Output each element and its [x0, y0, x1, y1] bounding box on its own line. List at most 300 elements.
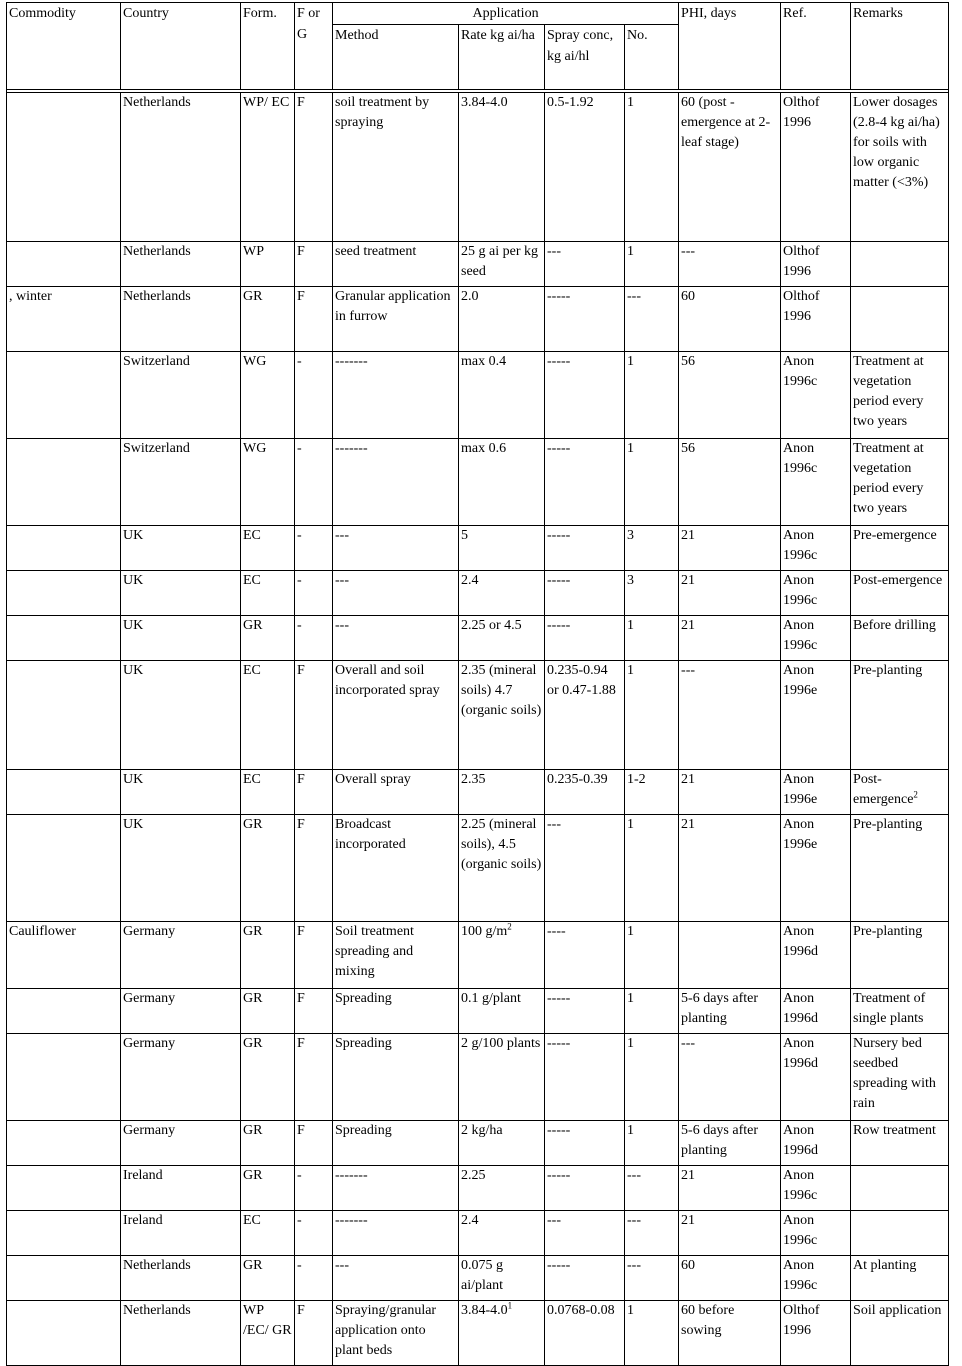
commodity-cell — [7, 352, 121, 439]
method-cell — [333, 661, 459, 770]
formulation-cell-text: GR — [243, 817, 263, 832]
f-or-g-cell-text: F — [297, 1123, 305, 1138]
phi-cell-text: 21 — [681, 772, 696, 787]
spray-conc-cell — [545, 439, 625, 526]
commodity-cell — [7, 93, 121, 242]
reference-cell — [781, 571, 851, 616]
remarks-cell — [851, 989, 949, 1034]
country-cell — [121, 770, 241, 815]
reference-cell — [781, 287, 851, 352]
header-form: Form. — [241, 3, 295, 90]
number-of-applications-cell — [625, 526, 679, 571]
country-cell — [121, 526, 241, 571]
commodity-cell — [7, 1256, 121, 1301]
phi-cell-text: 60 before sowing — [681, 1303, 735, 1338]
phi-cell — [679, 242, 781, 287]
header-phi: PHI, days — [679, 3, 781, 90]
f-or-g-cell-text: - — [297, 618, 302, 633]
country-cell-text: Germany — [123, 991, 176, 1006]
remarks-cell-text: Treatment at vegetation period every two years — [853, 441, 924, 516]
phi-cell-text: 21 — [681, 573, 696, 588]
formulation-cell — [241, 93, 295, 242]
country-cell — [121, 616, 241, 661]
table-row — [7, 1301, 949, 1366]
formulation-cell-text: GR — [243, 924, 263, 939]
phi-cell-text: 21 — [681, 1213, 696, 1228]
country-cell — [121, 661, 241, 770]
commodity-cell — [7, 287, 121, 352]
phi-cell — [679, 287, 781, 352]
table-row — [7, 1034, 949, 1121]
formulation-cell — [241, 526, 295, 571]
rate-cell — [459, 439, 545, 526]
formulation-cell-text: EC — [243, 1213, 261, 1228]
rate-cell-text: 2.35 — [461, 772, 486, 787]
spray-conc-cell-text: ----- — [547, 441, 571, 456]
number-of-applications-cell — [625, 661, 679, 770]
reference-cell-text: Olthof 1996 — [783, 244, 820, 279]
reference-cell — [781, 526, 851, 571]
rate-cell — [459, 770, 545, 815]
f-or-g-cell — [295, 661, 333, 770]
f-or-g-cell — [295, 922, 333, 989]
phi-cell — [679, 571, 781, 616]
formulation-cell-text: GR — [243, 289, 263, 304]
spray-conc-cell — [545, 1034, 625, 1121]
spray-conc-cell-text: ----- — [547, 528, 571, 543]
spray-conc-cell-text: 0.5-1.92 — [547, 95, 594, 110]
spray-conc-cell-text: --- — [547, 1213, 561, 1228]
f-or-g-cell-text: - — [297, 354, 302, 369]
reference-cell — [781, 770, 851, 815]
reference-cell — [781, 616, 851, 661]
phi-cell-text: 21 — [681, 528, 696, 543]
country-cell — [121, 287, 241, 352]
number-of-applications-cell-text: 1 — [627, 1036, 634, 1051]
remarks-cell-text: At planting — [853, 1258, 917, 1273]
remarks-cell-text: Row treatment — [853, 1123, 936, 1138]
phi-cell — [679, 922, 781, 989]
phi-cell-text: 5-6 days after planting — [681, 1123, 759, 1158]
method-cell — [333, 1034, 459, 1121]
formulation-cell — [241, 616, 295, 661]
reference-cell-text: Anon 1996d — [783, 991, 819, 1026]
country-cell — [121, 352, 241, 439]
f-or-g-cell — [295, 1211, 333, 1256]
reference-cell — [781, 352, 851, 439]
phi-cell — [679, 93, 781, 242]
reference-cell — [781, 439, 851, 526]
f-or-g-cell-text: F — [297, 924, 305, 939]
phi-cell — [679, 1301, 781, 1366]
reference-cell-text: Anon 1996c — [783, 354, 818, 389]
number-of-applications-cell — [625, 1034, 679, 1121]
remarks-cell-text: Pre-planting — [853, 817, 923, 832]
commodity-cell — [7, 815, 121, 922]
commodity-cell — [7, 1166, 121, 1211]
rate-cell — [459, 1166, 545, 1211]
phi-cell-text: 60 — [681, 289, 696, 304]
spray-conc-cell — [545, 287, 625, 352]
reference-cell-text: Anon 1996e — [783, 663, 818, 698]
number-of-applications-cell — [625, 616, 679, 661]
spray-conc-cell-text: ----- — [547, 1258, 571, 1273]
remarks-cell — [851, 1034, 949, 1121]
reference-cell — [781, 661, 851, 770]
rate-cell — [459, 815, 545, 922]
commodity-cell — [7, 439, 121, 526]
remarks-cell — [851, 1211, 949, 1256]
remarks-cell-text: Treatment at vegetation period every two years — [853, 354, 924, 429]
table-row — [7, 439, 949, 526]
number-of-applications-cell-text: 1 — [627, 817, 634, 832]
method-cell — [333, 1256, 459, 1301]
number-of-applications-cell — [625, 989, 679, 1034]
table-row — [7, 1121, 949, 1166]
spray-conc-cell-text: ----- — [547, 1168, 571, 1183]
remarks-cell — [851, 1121, 949, 1166]
remarks-cell-text: Pre-planting — [853, 663, 923, 678]
spray-conc-cell — [545, 1301, 625, 1366]
method-cell — [333, 526, 459, 571]
formulation-cell-text: GR — [243, 1258, 263, 1273]
f-or-g-cell — [295, 815, 333, 922]
phi-cell-text: --- — [681, 244, 696, 259]
number-of-applications-cell — [625, 287, 679, 352]
remarks-cell — [851, 571, 949, 616]
reference-cell-text: Anon 1996c — [783, 1168, 818, 1203]
phi-cell — [679, 989, 781, 1034]
footnote-marker: 1 — [507, 1300, 513, 1311]
rate-cell — [459, 616, 545, 661]
remarks-cell — [851, 661, 949, 770]
f-or-g-cell — [295, 526, 333, 571]
spray-conc-cell — [545, 1211, 625, 1256]
reference-cell-text: Anon 1996c — [783, 573, 818, 608]
method-cell — [333, 1301, 459, 1366]
formulation-cell-text: WG — [243, 441, 267, 456]
formulation-cell — [241, 989, 295, 1034]
rate-cell-text: 2.4 — [461, 573, 479, 588]
country-cell-text: Germany — [123, 924, 176, 939]
commodity-cell — [7, 1211, 121, 1256]
rate-cell-text: 2 kg/ha — [461, 1123, 503, 1138]
phi-cell-text: --- — [681, 663, 696, 678]
f-or-g-cell — [295, 352, 333, 439]
rate-cell-text: max 0.4 — [461, 354, 507, 369]
phi-cell-text: 21 — [681, 817, 696, 832]
f-or-g-cell — [295, 439, 333, 526]
spray-conc-cell — [545, 1256, 625, 1301]
reference-cell-text: Olthof 1996 — [783, 1303, 820, 1338]
rate-cell — [459, 989, 545, 1034]
phi-cell — [679, 352, 781, 439]
reference-cell-text: Olthof 1996 — [783, 95, 820, 130]
spray-conc-cell — [545, 1121, 625, 1166]
table-row — [7, 93, 949, 242]
spray-conc-cell-text: 0.235-0.39 — [547, 772, 608, 787]
method-cell-text: --- — [335, 1258, 349, 1273]
remarks-cell — [851, 439, 949, 526]
spray-conc-cell-text: ----- — [547, 1123, 571, 1138]
rate-cell — [459, 242, 545, 287]
phi-cell — [679, 770, 781, 815]
method-cell-text: seed treatment — [335, 244, 417, 259]
method-cell — [333, 439, 459, 526]
formulation-cell-text: GR — [243, 991, 263, 1006]
country-cell-text: UK — [123, 663, 144, 678]
country-cell — [121, 1256, 241, 1301]
table-row — [7, 526, 949, 571]
method-cell — [333, 922, 459, 989]
number-of-applications-cell — [625, 770, 679, 815]
country-cell-text: UK — [123, 573, 144, 588]
country-cell-text: UK — [123, 772, 144, 787]
f-or-g-cell-text: - — [297, 1258, 302, 1273]
remarks-cell — [851, 352, 949, 439]
country-cell — [121, 439, 241, 526]
reference-cell-text: Olthof 1996 — [783, 289, 820, 324]
rate-cell — [459, 526, 545, 571]
number-of-applications-cell-text: 3 — [627, 528, 634, 543]
number-of-applications-cell-text: --- — [627, 1258, 641, 1273]
table-row — [7, 352, 949, 439]
method-cell-text: Overall and soil incorporated spray — [335, 663, 440, 698]
spray-conc-cell-text: --- — [547, 817, 561, 832]
method-cell — [333, 989, 459, 1034]
f-or-g-cell-text: - — [297, 573, 302, 588]
method-cell-text: ------- — [335, 441, 368, 456]
spray-conc-cell — [545, 989, 625, 1034]
remarks-cell — [851, 616, 949, 661]
header-method: Method — [333, 25, 459, 90]
reference-cell — [781, 1301, 851, 1366]
header-spray-conc: Spray conc, kg ai/hl — [545, 25, 625, 90]
header-f-or-g: F or G — [295, 3, 333, 90]
number-of-applications-cell-text: 1 — [627, 244, 634, 259]
rate-cell — [459, 352, 545, 439]
country-cell — [121, 815, 241, 922]
method-cell-text: Granular application in furrow — [335, 289, 451, 324]
phi-cell-text: 5-6 days after planting — [681, 991, 759, 1026]
f-or-g-cell — [295, 571, 333, 616]
remarks-cell-text: Soil application — [853, 1303, 942, 1318]
method-cell — [333, 571, 459, 616]
method-cell-text: ------- — [335, 1168, 368, 1183]
phi-cell-text: 21 — [681, 1168, 696, 1183]
reference-cell-text: Anon 1996c — [783, 1258, 818, 1293]
country-cell-text: UK — [123, 618, 144, 633]
method-cell — [333, 93, 459, 242]
country-cell-text: UK — [123, 817, 144, 832]
number-of-applications-cell — [625, 439, 679, 526]
remarks-cell — [851, 1301, 949, 1366]
phi-cell-text: 56 — [681, 441, 696, 456]
spray-conc-cell — [545, 770, 625, 815]
phi-cell — [679, 815, 781, 922]
remarks-cell — [851, 770, 949, 815]
country-cell-text: Switzerland — [123, 354, 190, 369]
number-of-applications-cell-text: --- — [627, 1168, 641, 1183]
rate-cell-text: 3.84-4.0 — [461, 1303, 508, 1318]
formulation-cell-text: WP — [243, 244, 264, 259]
number-of-applications-cell-text: 3 — [627, 573, 634, 588]
formulation-cell-text: GR — [243, 1168, 263, 1183]
rate-cell-text: 0.1 g/plant — [461, 991, 521, 1006]
remarks-cell-text: Lower dosages (2.8-4 kg ai/ha) for soils with low organic matter (<3%) — [853, 95, 940, 190]
method-cell-text: --- — [335, 618, 349, 633]
country-cell — [121, 1034, 241, 1121]
table-row — [7, 1211, 949, 1256]
number-of-applications-cell — [625, 93, 679, 242]
commodity-cell — [7, 616, 121, 661]
spray-conc-cell-text: ----- — [547, 1036, 571, 1051]
phi-cell-text: 60 (post - emergence at 2-leaf stage) — [681, 95, 771, 150]
number-of-applications-cell — [625, 1166, 679, 1211]
method-cell-text: --- — [335, 528, 349, 543]
formulation-cell-text: WG — [243, 354, 267, 369]
f-or-g-cell-text: F — [297, 663, 305, 678]
remarks-cell — [851, 287, 949, 352]
formulation-cell — [241, 1256, 295, 1301]
phi-cell — [679, 1121, 781, 1166]
number-of-applications-cell — [625, 571, 679, 616]
number-of-applications-cell — [625, 1121, 679, 1166]
f-or-g-cell — [295, 93, 333, 242]
method-cell-text: Broadcast incorporated — [335, 817, 406, 852]
number-of-applications-cell-text: --- — [627, 1213, 641, 1228]
formulation-cell — [241, 770, 295, 815]
remarks-cell — [851, 242, 949, 287]
spray-conc-cell-text: 0.0768-0.08 — [547, 1303, 615, 1318]
formulation-cell-text: GR — [243, 1036, 263, 1051]
header-rate: Rate kg ai/ha — [459, 25, 545, 90]
country-cell — [121, 989, 241, 1034]
method-cell-text: Spreading — [335, 991, 392, 1006]
f-or-g-cell — [295, 616, 333, 661]
f-or-g-cell-text: F — [297, 1036, 305, 1051]
reference-cell-text: Anon 1996c — [783, 1213, 818, 1248]
number-of-applications-cell — [625, 352, 679, 439]
f-or-g-cell — [295, 1301, 333, 1366]
number-of-applications-cell-text: 1 — [627, 618, 634, 633]
phi-cell — [679, 616, 781, 661]
country-cell-text: Netherlands — [123, 289, 191, 304]
method-cell-text: ------- — [335, 354, 368, 369]
rate-cell-text: 5 — [461, 528, 468, 543]
formulation-cell-text: EC — [243, 663, 261, 678]
method-cell — [333, 815, 459, 922]
rate-cell — [459, 661, 545, 770]
spray-conc-cell-text: ---- — [547, 924, 566, 939]
formulation-cell — [241, 439, 295, 526]
number-of-applications-cell — [625, 922, 679, 989]
number-of-applications-cell — [625, 1211, 679, 1256]
header-application: Application — [333, 3, 679, 25]
table-row — [7, 242, 949, 287]
gap-table — [6, 2, 949, 1366]
commodity-cell — [7, 1034, 121, 1121]
rate-cell — [459, 1301, 545, 1366]
phi-cell-text: 60 — [681, 1258, 696, 1273]
formulation-cell — [241, 661, 295, 770]
f-or-g-cell-text: F — [297, 817, 305, 832]
header-row-1 — [7, 3, 949, 25]
spray-conc-cell-text: ----- — [547, 289, 571, 304]
rate-cell-text: 2.25 — [461, 1168, 486, 1183]
country-cell — [121, 1121, 241, 1166]
spray-conc-cell-text: 0.235-0.94 or 0.47-1.88 — [547, 663, 616, 698]
f-or-g-cell-text: - — [297, 1213, 302, 1228]
number-of-applications-cell-text: 1 — [627, 354, 634, 369]
f-or-g-cell-text: F — [297, 772, 305, 787]
f-or-g-cell — [295, 287, 333, 352]
country-cell — [121, 571, 241, 616]
rate-cell-text: 2.4 — [461, 1213, 479, 1228]
remarks-cell-text: Nursery bed seedbed spreading with rain — [853, 1036, 936, 1111]
f-or-g-cell-text: F — [297, 1303, 305, 1318]
country-cell — [121, 93, 241, 242]
method-cell — [333, 1121, 459, 1166]
country-cell-text: Netherlands — [123, 1258, 191, 1273]
country-cell-text: Ireland — [123, 1168, 163, 1183]
method-cell-text: Spreading — [335, 1036, 392, 1051]
table-row — [7, 287, 949, 352]
remarks-cell-text: Pre-emergence — [853, 528, 937, 543]
header-commodity: Commodity — [7, 3, 121, 90]
rate-cell — [459, 1034, 545, 1121]
formulation-cell — [241, 1121, 295, 1166]
commodity-cell — [7, 242, 121, 287]
commodity-cell — [7, 1301, 121, 1366]
country-cell-text: Germany — [123, 1123, 176, 1138]
method-cell — [333, 287, 459, 352]
formulation-cell — [241, 815, 295, 922]
phi-cell — [679, 1256, 781, 1301]
country-cell — [121, 242, 241, 287]
method-cell-text: Soil treatment spreading and mixing — [335, 924, 414, 979]
country-cell-text: Netherlands — [123, 1303, 191, 1318]
f-or-g-cell-text: F — [297, 991, 305, 1006]
table-body — [7, 93, 949, 1366]
spray-conc-cell — [545, 1166, 625, 1211]
phi-cell — [679, 1166, 781, 1211]
number-of-applications-cell-text: 1 — [627, 95, 634, 110]
reference-cell-text: Anon 1996e — [783, 772, 818, 807]
country-cell — [121, 1301, 241, 1366]
country-cell — [121, 922, 241, 989]
rate-cell-text: 100 g/m — [461, 924, 508, 939]
reference-cell — [781, 1166, 851, 1211]
rate-cell-text: 2.25 or 4.5 — [461, 618, 522, 633]
spray-conc-cell-text: ----- — [547, 354, 571, 369]
method-cell — [333, 1166, 459, 1211]
footnote-marker: 2 — [507, 921, 512, 932]
header-no: No. — [625, 25, 679, 90]
phi-cell — [679, 439, 781, 526]
country-cell-text: Netherlands — [123, 244, 191, 259]
rate-cell — [459, 287, 545, 352]
f-or-g-cell — [295, 1166, 333, 1211]
spray-conc-cell-text: ----- — [547, 991, 571, 1006]
method-cell — [333, 242, 459, 287]
number-of-applications-cell-text: 1 — [627, 1303, 634, 1318]
remarks-cell-text: Before drilling — [853, 618, 936, 633]
spray-conc-cell — [545, 815, 625, 922]
reference-cell — [781, 922, 851, 989]
commodity-cell-text: Cauliflower — [9, 924, 76, 939]
number-of-applications-cell-text: 1 — [627, 1123, 634, 1138]
